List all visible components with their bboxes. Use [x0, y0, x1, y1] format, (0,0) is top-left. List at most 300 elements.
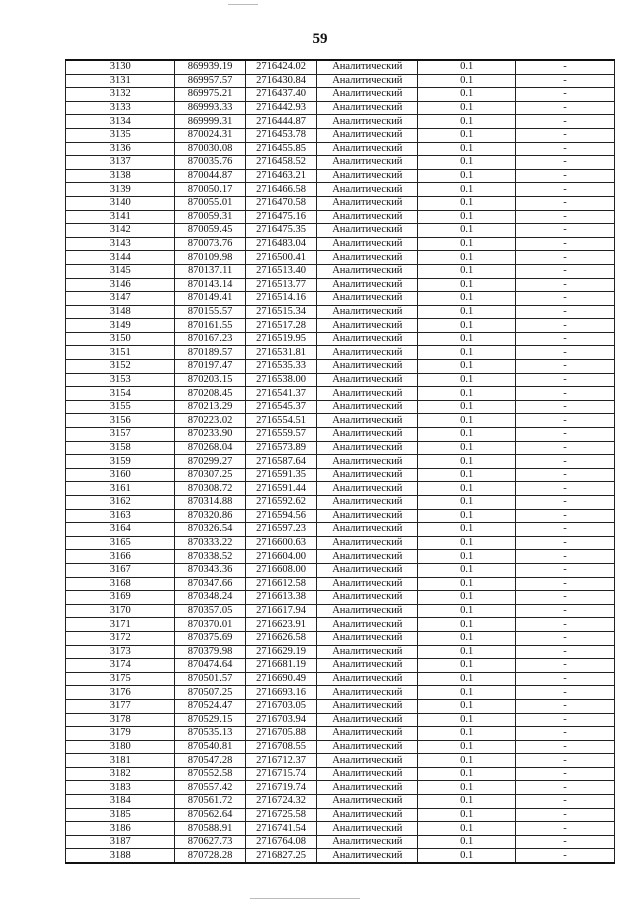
method-cell: Аналитический — [317, 781, 418, 795]
precision-cell: 0.1 — [418, 781, 516, 795]
precision-cell: 0.1 — [418, 509, 516, 523]
x-coordinate-cell: 870561.72 — [175, 795, 245, 809]
precision-cell: 0.1 — [418, 591, 516, 605]
y-coordinate-cell: 2716458.52 — [245, 156, 317, 170]
precision-cell: 0.1 — [418, 142, 516, 156]
table-row — [66, 631, 615, 645]
method-cell: Аналитический — [317, 74, 418, 88]
description-cell: - — [516, 183, 615, 197]
x-coordinate-cell: 870161.55 — [175, 319, 245, 333]
description-cell: - — [516, 468, 615, 482]
x-coordinate-cell: 870552.58 — [175, 767, 245, 781]
precision-cell: 0.1 — [418, 251, 516, 265]
y-coordinate-cell: 2716764.08 — [245, 835, 317, 849]
y-coordinate-cell: 2716475.35 — [245, 224, 317, 238]
description-cell: - — [516, 332, 615, 346]
precision-cell: 0.1 — [418, 400, 516, 414]
description-cell: - — [516, 713, 615, 727]
y-coordinate-cell: 2716617.94 — [245, 604, 317, 618]
method-cell: Аналитический — [317, 237, 418, 251]
precision-cell: 0.1 — [418, 496, 516, 510]
point-number-cell: 3140 — [66, 196, 175, 210]
description-cell: - — [516, 346, 615, 360]
x-coordinate-cell: 870370.01 — [175, 618, 245, 632]
table-row — [66, 591, 615, 605]
precision-cell: 0.1 — [418, 128, 516, 142]
x-coordinate-cell: 869975.21 — [175, 88, 245, 102]
method-cell: Аналитический — [317, 332, 418, 346]
precision-cell: 0.1 — [418, 631, 516, 645]
method-cell: Аналитический — [317, 536, 418, 550]
method-cell: Аналитический — [317, 550, 418, 564]
table-row — [66, 292, 615, 306]
y-coordinate-cell: 2716587.64 — [245, 455, 317, 469]
y-coordinate-cell: 2716424.02 — [245, 60, 317, 74]
table-row — [66, 645, 615, 659]
description-cell: - — [516, 550, 615, 564]
description-cell: - — [516, 128, 615, 142]
description-cell: - — [516, 101, 615, 115]
x-coordinate-cell: 870299.27 — [175, 455, 245, 469]
description-cell: - — [516, 754, 615, 768]
description-cell: - — [516, 360, 615, 374]
table-row — [66, 278, 615, 292]
table-row — [66, 196, 615, 210]
scan-artifact-bottom — [250, 898, 360, 899]
point-number-cell: 3176 — [66, 686, 175, 700]
precision-cell: 0.1 — [418, 414, 516, 428]
description-cell: - — [516, 631, 615, 645]
x-coordinate-cell: 870155.57 — [175, 305, 245, 319]
y-coordinate-cell: 2716541.37 — [245, 387, 317, 401]
method-cell: Аналитический — [317, 156, 418, 170]
table-row — [66, 373, 615, 387]
point-number-cell: 3158 — [66, 441, 175, 455]
table-row — [66, 835, 615, 849]
y-coordinate-cell: 2716623.91 — [245, 618, 317, 632]
precision-cell: 0.1 — [418, 672, 516, 686]
description-cell: - — [516, 496, 615, 510]
table-row — [66, 400, 615, 414]
description-cell: - — [516, 591, 615, 605]
method-cell: Аналитический — [317, 767, 418, 781]
precision-cell: 0.1 — [418, 88, 516, 102]
table-row — [66, 604, 615, 618]
method-cell: Аналитический — [317, 319, 418, 333]
x-coordinate-cell: 870223.02 — [175, 414, 245, 428]
description-cell: - — [516, 509, 615, 523]
x-coordinate-cell: 870035.76 — [175, 156, 245, 170]
point-number-cell: 3178 — [66, 713, 175, 727]
point-number-cell: 3184 — [66, 795, 175, 809]
x-coordinate-cell: 869957.57 — [175, 74, 245, 88]
y-coordinate-cell: 2716690.49 — [245, 672, 317, 686]
precision-cell: 0.1 — [418, 332, 516, 346]
x-coordinate-cell: 870507.25 — [175, 686, 245, 700]
scan-artifact-top — [228, 4, 258, 5]
description-cell: - — [516, 808, 615, 822]
description-cell: - — [516, 428, 615, 442]
table-row — [66, 60, 615, 74]
y-coordinate-cell: 2716741.54 — [245, 822, 317, 836]
precision-cell: 0.1 — [418, 727, 516, 741]
description-cell: - — [516, 142, 615, 156]
table-row — [66, 319, 615, 333]
point-number-cell: 3181 — [66, 754, 175, 768]
y-coordinate-cell: 2716725.58 — [245, 808, 317, 822]
y-coordinate-cell: 2716500.41 — [245, 251, 317, 265]
method-cell: Аналитический — [317, 496, 418, 510]
table-row — [66, 332, 615, 346]
precision-cell: 0.1 — [418, 292, 516, 306]
method-cell: Аналитический — [317, 387, 418, 401]
precision-cell: 0.1 — [418, 740, 516, 754]
y-coordinate-cell: 2716535.33 — [245, 360, 317, 374]
point-number-cell: 3187 — [66, 835, 175, 849]
precision-cell: 0.1 — [418, 849, 516, 863]
point-number-cell: 3170 — [66, 604, 175, 618]
x-coordinate-cell: 870540.81 — [175, 740, 245, 754]
method-cell: Аналитический — [317, 305, 418, 319]
point-number-cell: 3174 — [66, 659, 175, 673]
description-cell: - — [516, 577, 615, 591]
method-cell: Аналитический — [317, 686, 418, 700]
precision-cell: 0.1 — [418, 455, 516, 469]
table-row — [66, 88, 615, 102]
description-cell: - — [516, 373, 615, 387]
method-cell: Аналитический — [317, 672, 418, 686]
description-cell: - — [516, 264, 615, 278]
point-number-cell: 3142 — [66, 224, 175, 238]
description-cell: - — [516, 523, 615, 537]
x-coordinate-cell: 870167.23 — [175, 332, 245, 346]
y-coordinate-cell: 2716513.40 — [245, 264, 317, 278]
y-coordinate-cell: 2716545.37 — [245, 400, 317, 414]
x-coordinate-cell: 869939.19 — [175, 60, 245, 74]
table-row — [66, 74, 615, 88]
point-number-cell: 3141 — [66, 210, 175, 224]
precision-cell: 0.1 — [418, 659, 516, 673]
y-coordinate-cell: 2716470.58 — [245, 196, 317, 210]
point-number-cell: 3137 — [66, 156, 175, 170]
table-row — [66, 414, 615, 428]
description-cell: - — [516, 835, 615, 849]
x-coordinate-cell: 870547.28 — [175, 754, 245, 768]
precision-cell: 0.1 — [418, 169, 516, 183]
table-row — [66, 563, 615, 577]
table-row — [66, 441, 615, 455]
method-cell: Аналитический — [317, 822, 418, 836]
precision-cell: 0.1 — [418, 74, 516, 88]
x-coordinate-cell: 869993.33 — [175, 101, 245, 115]
x-coordinate-cell: 870203.15 — [175, 373, 245, 387]
method-cell: Аналитический — [317, 142, 418, 156]
description-cell: - — [516, 156, 615, 170]
method-cell: Аналитический — [317, 468, 418, 482]
table-row — [66, 740, 615, 754]
method-cell: Аналитический — [317, 224, 418, 238]
point-number-cell: 3185 — [66, 808, 175, 822]
x-coordinate-cell: 870137.11 — [175, 264, 245, 278]
y-coordinate-cell: 2716463.21 — [245, 169, 317, 183]
precision-cell: 0.1 — [418, 196, 516, 210]
y-coordinate-cell: 2716703.94 — [245, 713, 317, 727]
table-row — [66, 210, 615, 224]
precision-cell: 0.1 — [418, 835, 516, 849]
method-cell: Аналитический — [317, 509, 418, 523]
y-coordinate-cell: 2716430.84 — [245, 74, 317, 88]
method-cell: Аналитический — [317, 808, 418, 822]
y-coordinate-cell: 2716517.28 — [245, 319, 317, 333]
description-cell: - — [516, 74, 615, 88]
point-number-cell: 3166 — [66, 550, 175, 564]
table-row — [66, 468, 615, 482]
method-cell: Аналитический — [317, 604, 418, 618]
table-row — [66, 455, 615, 469]
table-row — [66, 428, 615, 442]
table-row — [66, 128, 615, 142]
precision-cell: 0.1 — [418, 101, 516, 115]
x-coordinate-cell: 870055.01 — [175, 196, 245, 210]
precision-cell: 0.1 — [418, 822, 516, 836]
precision-cell: 0.1 — [418, 686, 516, 700]
precision-cell: 0.1 — [418, 60, 516, 74]
x-coordinate-cell: 870024.31 — [175, 128, 245, 142]
table-row — [66, 754, 615, 768]
point-number-cell: 3149 — [66, 319, 175, 333]
point-number-cell: 3165 — [66, 536, 175, 550]
table-row — [66, 509, 615, 523]
table-row — [66, 808, 615, 822]
point-number-cell: 3167 — [66, 563, 175, 577]
precision-cell: 0.1 — [418, 183, 516, 197]
x-coordinate-cell: 870059.31 — [175, 210, 245, 224]
x-coordinate-cell: 870268.04 — [175, 441, 245, 455]
precision-cell: 0.1 — [418, 468, 516, 482]
method-cell: Аналитический — [317, 101, 418, 115]
precision-cell: 0.1 — [418, 156, 516, 170]
point-number-cell: 3175 — [66, 672, 175, 686]
y-coordinate-cell: 2716573.89 — [245, 441, 317, 455]
precision-cell: 0.1 — [418, 482, 516, 496]
table-row — [66, 496, 615, 510]
y-coordinate-cell: 2716608.00 — [245, 563, 317, 577]
y-coordinate-cell: 2716466.58 — [245, 183, 317, 197]
method-cell: Аналитический — [317, 631, 418, 645]
method-cell: Аналитический — [317, 210, 418, 224]
point-number-cell: 3180 — [66, 740, 175, 754]
method-cell: Аналитический — [317, 264, 418, 278]
table-row — [66, 183, 615, 197]
point-number-cell: 3183 — [66, 781, 175, 795]
table-row — [66, 264, 615, 278]
point-number-cell: 3159 — [66, 455, 175, 469]
description-cell: - — [516, 60, 615, 74]
x-coordinate-cell: 870588.91 — [175, 822, 245, 836]
description-cell: - — [516, 686, 615, 700]
point-number-cell: 3146 — [66, 278, 175, 292]
y-coordinate-cell: 2716719.74 — [245, 781, 317, 795]
x-coordinate-cell: 870143.14 — [175, 278, 245, 292]
precision-cell: 0.1 — [418, 577, 516, 591]
description-cell: - — [516, 224, 615, 238]
method-cell: Аналитический — [317, 740, 418, 754]
table-row — [66, 767, 615, 781]
y-coordinate-cell: 2716437.40 — [245, 88, 317, 102]
x-coordinate-cell: 870379.98 — [175, 645, 245, 659]
y-coordinate-cell: 2716712.37 — [245, 754, 317, 768]
table-row — [66, 577, 615, 591]
y-coordinate-cell: 2716554.51 — [245, 414, 317, 428]
x-coordinate-cell: 870557.42 — [175, 781, 245, 795]
table-row — [66, 115, 615, 129]
method-cell: Аналитический — [317, 455, 418, 469]
method-cell: Аналитический — [317, 563, 418, 577]
table-row — [66, 156, 615, 170]
x-coordinate-cell: 870375.69 — [175, 631, 245, 645]
method-cell: Аналитический — [317, 795, 418, 809]
point-number-cell: 3171 — [66, 618, 175, 632]
point-number-cell: 3136 — [66, 142, 175, 156]
table-row — [66, 387, 615, 401]
x-coordinate-cell: 870728.28 — [175, 849, 245, 863]
description-cell: - — [516, 400, 615, 414]
x-coordinate-cell: 870474.64 — [175, 659, 245, 673]
y-coordinate-cell: 2716513.77 — [245, 278, 317, 292]
method-cell: Аналитический — [317, 196, 418, 210]
x-coordinate-cell: 870347.66 — [175, 577, 245, 591]
method-cell: Аналитический — [317, 699, 418, 713]
description-cell: - — [516, 727, 615, 741]
precision-cell: 0.1 — [418, 604, 516, 618]
table-row — [66, 713, 615, 727]
x-coordinate-cell: 870326.54 — [175, 523, 245, 537]
point-number-cell: 3144 — [66, 251, 175, 265]
y-coordinate-cell: 2716724.32 — [245, 795, 317, 809]
description-cell: - — [516, 414, 615, 428]
method-cell: Аналитический — [317, 128, 418, 142]
method-cell: Аналитический — [317, 88, 418, 102]
method-cell: Аналитический — [317, 292, 418, 306]
table-row — [66, 550, 615, 564]
precision-cell: 0.1 — [418, 428, 516, 442]
point-number-cell: 3135 — [66, 128, 175, 142]
method-cell: Аналитический — [317, 251, 418, 265]
point-number-cell: 3154 — [66, 387, 175, 401]
x-coordinate-cell: 870197.47 — [175, 360, 245, 374]
method-cell: Аналитический — [317, 659, 418, 673]
point-number-cell: 3157 — [66, 428, 175, 442]
method-cell: Аналитический — [317, 115, 418, 129]
description-cell: - — [516, 319, 615, 333]
method-cell: Аналитический — [317, 400, 418, 414]
description-cell: - — [516, 88, 615, 102]
point-number-cell: 3179 — [66, 727, 175, 741]
y-coordinate-cell: 2716475.16 — [245, 210, 317, 224]
description-cell: - — [516, 699, 615, 713]
precision-cell: 0.1 — [418, 767, 516, 781]
x-coordinate-cell: 870333.22 — [175, 536, 245, 550]
point-number-cell: 3188 — [66, 849, 175, 863]
point-number-cell: 3131 — [66, 74, 175, 88]
y-coordinate-cell: 2716519.95 — [245, 332, 317, 346]
point-number-cell: 3139 — [66, 183, 175, 197]
method-cell: Аналитический — [317, 278, 418, 292]
method-cell: Аналитический — [317, 523, 418, 537]
y-coordinate-cell: 2716604.00 — [245, 550, 317, 564]
table-row — [66, 686, 615, 700]
description-cell: - — [516, 455, 615, 469]
method-cell: Аналитический — [317, 346, 418, 360]
point-number-cell: 3148 — [66, 305, 175, 319]
point-number-cell: 3182 — [66, 767, 175, 781]
precision-cell: 0.1 — [418, 387, 516, 401]
point-number-cell: 3161 — [66, 482, 175, 496]
description-cell: - — [516, 482, 615, 496]
x-coordinate-cell: 870073.76 — [175, 237, 245, 251]
description-cell: - — [516, 441, 615, 455]
x-coordinate-cell: 870030.08 — [175, 142, 245, 156]
x-coordinate-cell: 870314.88 — [175, 496, 245, 510]
description-cell: - — [516, 169, 615, 183]
description-cell: - — [516, 115, 615, 129]
y-coordinate-cell: 2716626.58 — [245, 631, 317, 645]
precision-cell: 0.1 — [418, 536, 516, 550]
x-coordinate-cell: 870109.98 — [175, 251, 245, 265]
x-coordinate-cell: 870627.73 — [175, 835, 245, 849]
method-cell: Аналитический — [317, 414, 418, 428]
point-number-cell: 3168 — [66, 577, 175, 591]
precision-cell: 0.1 — [418, 319, 516, 333]
description-cell: - — [516, 196, 615, 210]
y-coordinate-cell: 2716613.38 — [245, 591, 317, 605]
table-row — [66, 727, 615, 741]
precision-cell: 0.1 — [418, 237, 516, 251]
x-coordinate-cell: 870501.57 — [175, 672, 245, 686]
y-coordinate-cell: 2716455.85 — [245, 142, 317, 156]
x-coordinate-cell: 870320.86 — [175, 509, 245, 523]
description-cell: - — [516, 237, 615, 251]
description-cell: - — [516, 659, 615, 673]
precision-cell: 0.1 — [418, 713, 516, 727]
precision-cell: 0.1 — [418, 224, 516, 238]
description-cell: - — [516, 563, 615, 577]
y-coordinate-cell: 2716827.25 — [245, 849, 317, 863]
description-cell: - — [516, 210, 615, 224]
y-coordinate-cell: 2716612.58 — [245, 577, 317, 591]
table-row — [66, 360, 615, 374]
method-cell: Аналитический — [317, 183, 418, 197]
point-number-cell: 3152 — [66, 360, 175, 374]
table-row — [66, 795, 615, 809]
table-row — [66, 101, 615, 115]
x-coordinate-cell: 870562.64 — [175, 808, 245, 822]
x-coordinate-cell: 870208.45 — [175, 387, 245, 401]
y-coordinate-cell: 2716515.34 — [245, 305, 317, 319]
method-cell: Аналитический — [317, 60, 418, 74]
x-coordinate-cell: 870059.45 — [175, 224, 245, 238]
precision-cell: 0.1 — [418, 264, 516, 278]
y-coordinate-cell: 2716442.93 — [245, 101, 317, 115]
x-coordinate-cell: 870044.87 — [175, 169, 245, 183]
table-row — [66, 618, 615, 632]
method-cell: Аналитический — [317, 618, 418, 632]
point-number-cell: 3160 — [66, 468, 175, 482]
y-coordinate-cell: 2716591.44 — [245, 482, 317, 496]
description-cell: - — [516, 645, 615, 659]
y-coordinate-cell: 2716538.00 — [245, 373, 317, 387]
table-row — [66, 482, 615, 496]
